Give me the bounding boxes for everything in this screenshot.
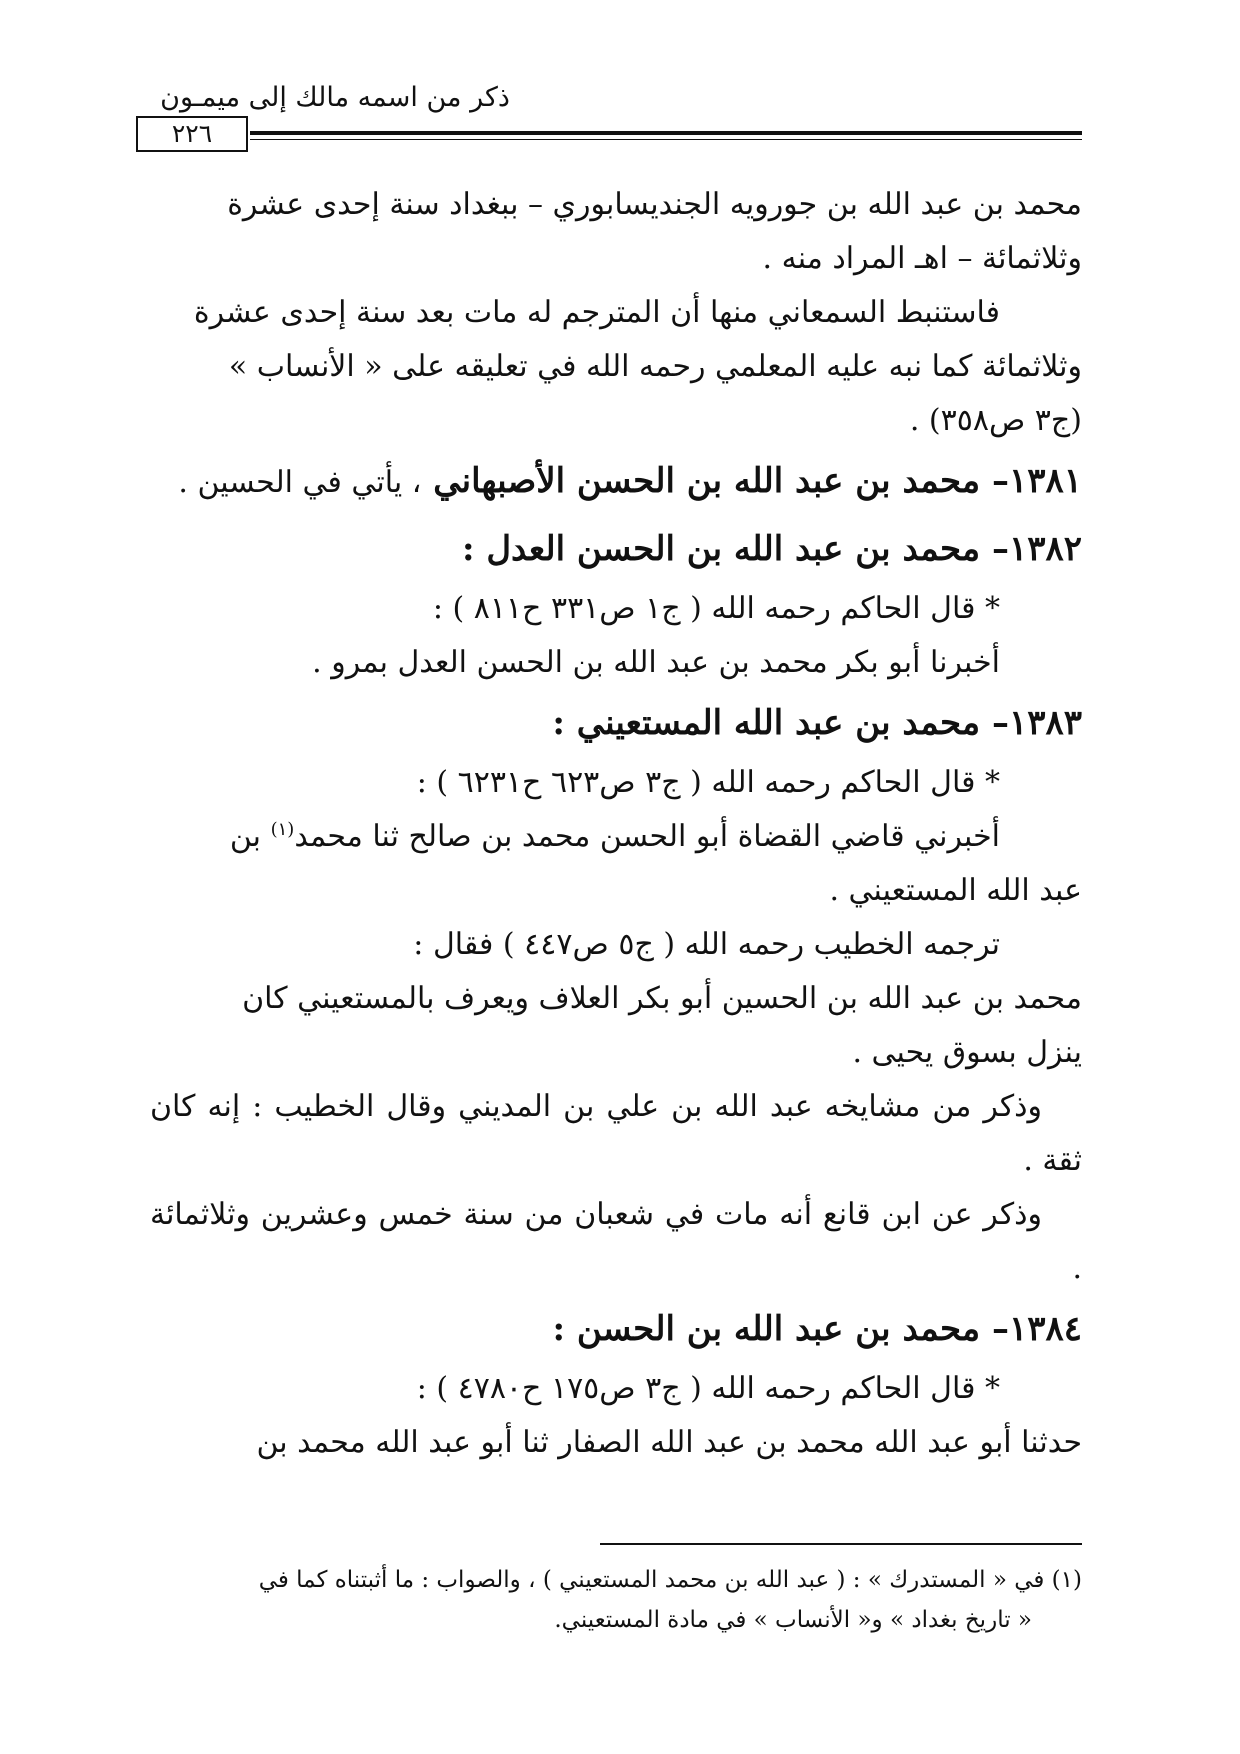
text-fragment: بن xyxy=(229,819,271,854)
entry-number: ١٣٨٤– xyxy=(991,1309,1082,1349)
entry-name: محمد بن عبد الله المستعيني : xyxy=(552,703,981,743)
footnote-line: (١) في « المستدرك » : ( عبد الله بن محمد المستعيني ) ، والصواب : ما أثبتناه كما في xyxy=(258,1567,1082,1593)
citation-text: قال الحاكم رحمه الله ( ج١ ص٣٣١ ح٨١١ ) : xyxy=(432,591,976,626)
entry-1381 xyxy=(150,448,1082,516)
citation-text: قال الحاكم رحمه الله ( ج٣ ص١٧٥ ح٤٧٨٠ ) : xyxy=(416,1371,976,1406)
entry-name: محمد بن عبد الله بن الحسن العدل : xyxy=(461,529,981,569)
entry-1382 xyxy=(150,516,1082,582)
source-citation xyxy=(150,1362,1082,1416)
page-body xyxy=(150,178,1082,1470)
entry-note: ، يأتي في الحسين . xyxy=(178,465,422,500)
text-line: وذكر من مشايخه عبد الله بن علي بن المديني وقال الخطيب : إنه كان ثقة . xyxy=(150,1089,1082,1178)
entry-name: محمد بن عبد الله بن الحسن : xyxy=(552,1309,981,1349)
entry-number: ١٣٨١– xyxy=(991,461,1082,501)
text-line: ينزل بسوق يحيى . xyxy=(852,1035,1082,1070)
source-citation xyxy=(150,756,1082,810)
footnote-line: « تاريخ بغداد » و« الأنساب » في مادة المستعيني. xyxy=(554,1607,1032,1633)
entry-number: ١٣٨٣– xyxy=(991,703,1082,743)
text-line: أخبرنا أبو بكر محمد بن عبد الله بن الحسن العدل بمرو . xyxy=(312,645,1000,680)
citation-text: قال الحاكم رحمه الله ( ج٣ ص٦٢٣ ح٦٢٣١ ) : xyxy=(416,765,976,800)
star-marker: * xyxy=(985,765,1000,800)
star-marker: * xyxy=(985,591,1000,626)
text-line: محمد بن عبد الله بن جورويه الجنديسابوري – ببغداد سنة إحدى عشرة xyxy=(227,187,1082,222)
entry-1383 xyxy=(150,690,1082,756)
page-number: ٢٢٦ xyxy=(136,116,248,152)
text-fragment: أخبرني قاضي القضاة أبو الحسن محمد بن صالح ثنا محمد xyxy=(294,819,1000,854)
text-line: وثلاثمائة – اهـ المراد منه . xyxy=(762,241,1082,276)
entry-1384 xyxy=(150,1296,1082,1362)
source-citation xyxy=(150,582,1082,636)
header-rule-thin xyxy=(250,139,1082,140)
text-line: محمد بن عبد الله بن الحسين أبو بكر العلاف ويعرف بالمستعيني كان xyxy=(242,981,1082,1016)
footnote xyxy=(150,1560,1082,1640)
entry-number: ١٣٨٢– xyxy=(991,529,1082,569)
running-title: ذكر من اسمه مالك إلى ميمـون xyxy=(160,82,510,113)
footnote-rule xyxy=(600,1543,1082,1545)
entry-name: محمد بن عبد الله بن الحسن الأصبهاني xyxy=(433,461,981,501)
footnote-marker: (١) xyxy=(270,819,295,840)
text-line: فاستنبط السمعاني منها أن المترجم له مات بعد سنة إحدى عشرة xyxy=(193,295,1000,330)
text-line: ترجمه الخطيب رحمه الله ( ج٥ ص٤٤٧ ) فقال : xyxy=(413,927,1000,962)
text-line: (ج٣ ص٣٥٨) . xyxy=(909,403,1082,438)
text-line: عبد الله المستعيني . xyxy=(829,873,1082,908)
text-line xyxy=(150,810,1082,864)
text-line: حدثنا أبو عبد الله محمد بن عبد الله الصفار ثنا أبو عبد الله محمد بن xyxy=(256,1425,1082,1460)
text-line: وثلاثمائة كما نبه عليه المعلمي رحمه الله في تعليقه على « الأنساب » xyxy=(228,349,1082,384)
star-marker: * xyxy=(985,1371,1000,1406)
text-line: وذكر عن ابن قانع أنه مات في شعبان من سنة خمس وعشرين وثلاثمائة . xyxy=(150,1197,1082,1286)
header-rule-thick xyxy=(250,131,1082,135)
